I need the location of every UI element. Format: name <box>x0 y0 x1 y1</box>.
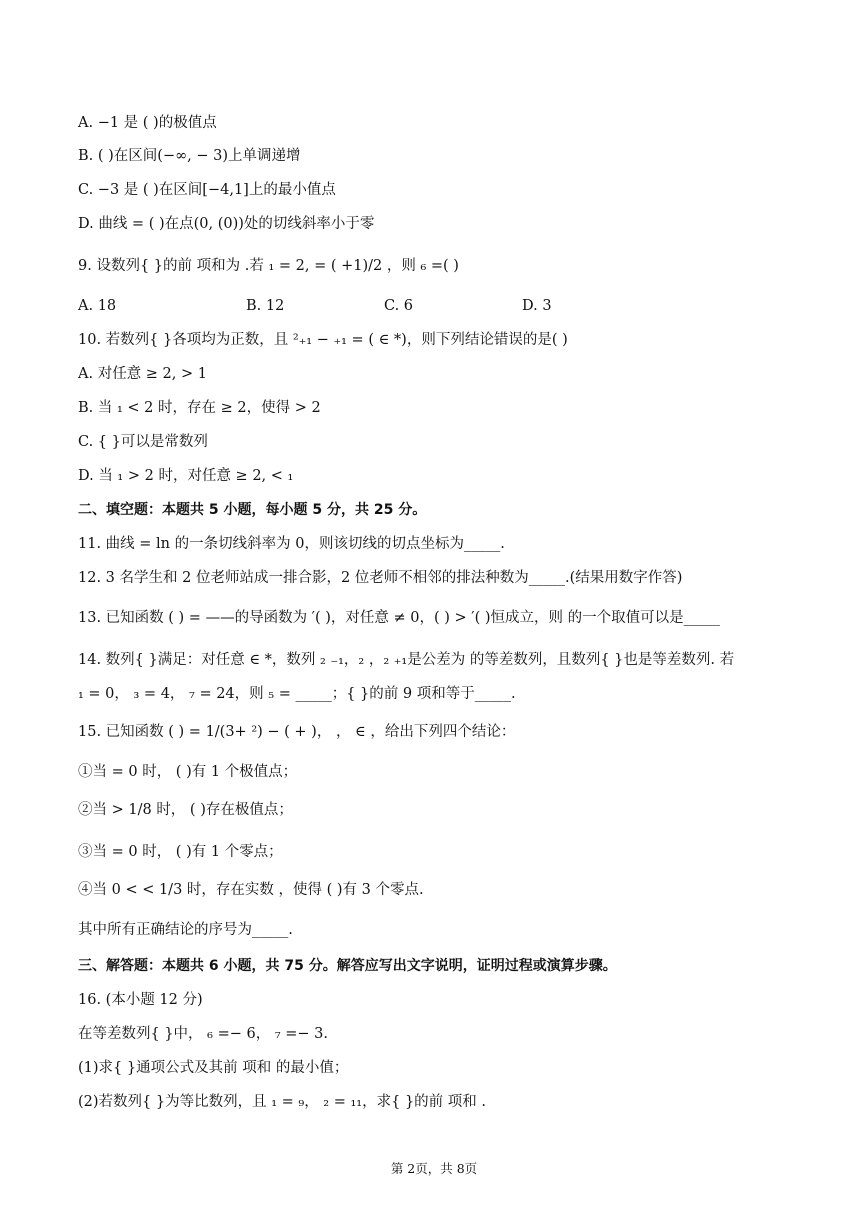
q10-stem: 10. 若数列{ }各项均为正数，且 ²₊₁ − ₊₁ = ( ∈ *)，则下列结论错误的是( ) <box>78 332 568 348</box>
section3-heading: 三、解答题：本题共 6 小题，共 75 分。解答应写出文字说明，证明过程或演算步骤。 <box>78 958 617 974</box>
q10-option-d: D. 当 ₁ > 2 时，对任意 ≥ 2, < ₁ <box>78 468 294 484</box>
page-footer: 第 2页，共 8页 <box>390 1161 478 1176</box>
q10-option-a: A. 对任意 ≥ 2, > 1 <box>78 366 207 382</box>
q15-item-2: ②当 > 1/8 时， ( )存在极值点； <box>78 802 293 818</box>
q9-option-d: D. 3 <box>522 298 552 314</box>
q10-option-b: B. 当 ₁ < 2 时，存在 ≥ 2，使得 > 2 <box>78 400 321 416</box>
q15-item-1: ①当 = 0 时， ( )有 1 个极值点； <box>78 764 298 780</box>
q8-option-c: C. −3 是 ( )在区间[−4,1]上的最小值点 <box>78 182 336 198</box>
q9-stem: 9. 设数列{ }的前 项和为 .若 ₁ = 2, = ( +1)/2 ，则 ₆ =( ) <box>78 258 459 274</box>
q12: 12. 3 名学生和 2 位老师站成一排合影，2 位老师不相邻的排法种数为_____.(结果用数字作答) <box>78 570 683 586</box>
q11: 11. 曲线 = ln 的一条切线斜率为 0，则该切线的切点坐标为_____. <box>78 536 505 552</box>
q8-option-d: D. 曲线 = ( )在点(0, (0))处的切线斜率小于零 <box>78 216 375 232</box>
q8-option-a: A. −1 是 ( )的极值点 <box>78 115 217 131</box>
q9-option-a: A. 18 <box>78 298 117 314</box>
q16-title: 16. (本小题 12 分) <box>78 992 203 1008</box>
q16-part2: (2)若数列{ }为等比数列，且 ₁ = ₉， ₂ = ₁₁，求{ }的前 项和 . <box>78 1094 487 1110</box>
q16-given: 在等差数列{ }中， ₆ =− 6， ₇ =− 3. <box>78 1026 328 1042</box>
q16-part1: (1)求{ }通项公式及其前 项和 的最小值； <box>78 1060 349 1076</box>
q10-option-c: C. { }可以是常数列 <box>78 434 208 450</box>
q15-item-4: ④当 0 < < 1/3 时，存在实数 ，使得 ( )有 3 个零点. <box>78 882 424 898</box>
q9-option-c: C. 6 <box>384 298 414 314</box>
q9-option-b: B. 12 <box>246 298 285 314</box>
q13: 13. 已知函数 ( ) = ——的导函数为 ′( )，对任意 ≠ 0，( ) > ′( )恒成立，则 的一个取值可以是_____ <box>78 610 720 626</box>
q14-line1: 14. 数列{ }满足：对任意 ∈ *，数列 ₂ ₋₁，₂ ，₂ ₊₁是公差为 的等差数列，且数列{ }也是等差数列. 若 <box>78 652 735 668</box>
q14-line2: ₁ = 0， ₃ = 4， ₇ = 24，则 ₅ = _____；{ }的前 9 项和等于_____. <box>78 686 516 702</box>
section2-heading: 二、填空题：本题共 5 小题，每小题 5 分，共 25 分。 <box>78 502 427 518</box>
q15-tail: 其中所有正确结论的序号为_____. <box>78 922 293 938</box>
q8-option-b: B. ( )在区间(−∞, − 3)上单调递增 <box>78 148 301 164</box>
q15-stem: 15. 已知函数 ( ) = 1/(3+ ²) − ( + )， ， ∈ ，给出下列四个结论： <box>78 724 516 740</box>
q15-item-3: ③当 = 0 时， ( )有 1 个零点； <box>78 844 283 860</box>
